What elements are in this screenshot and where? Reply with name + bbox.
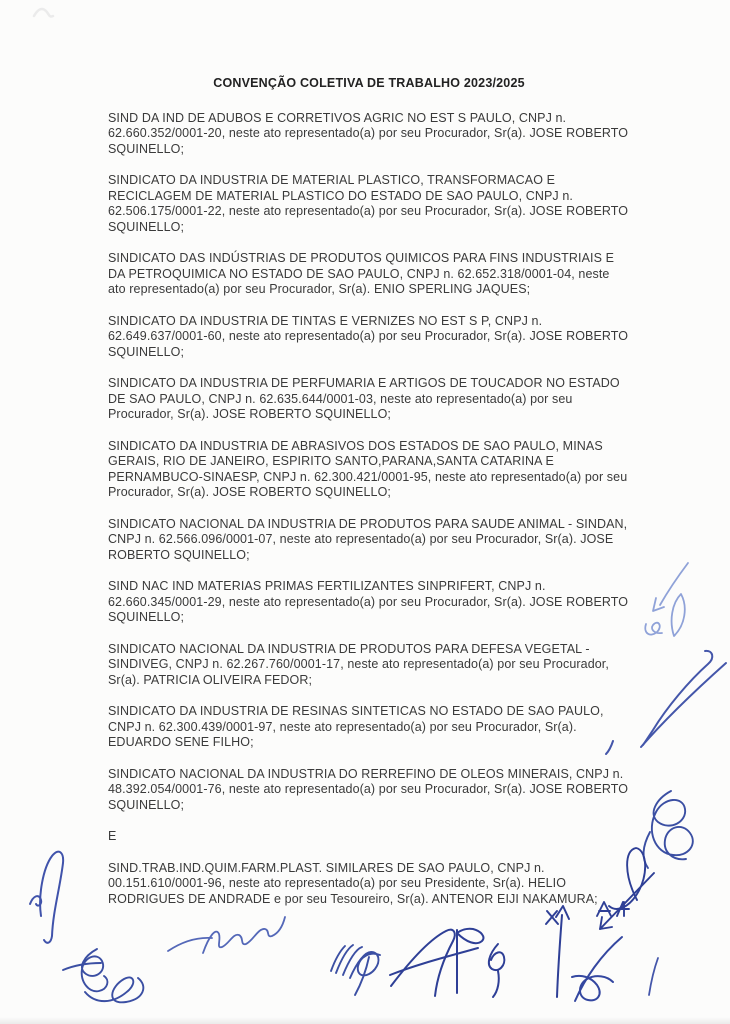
paragraph-perfumaria-toucador: SINDICATO DA INDUSTRIA DE PERFUMARIA E ARTIGOS DE TOUCADOR NO ESTADO DE SAO PAULO, CNPJ n. 62.635.644/0001-03, neste ato representado(a) por seu Procurador, Sr(a). JOSE ROBERTO SQUINELLO; [108,376,620,421]
document-title [108,76,630,92]
paragraph-sind-trabalhadores-quimicos: SIND.TRAB.IND.QUIM.FARM.PLAST. SIMILARES DE SAO PAULO, CNPJ n. 00.151.610/0001-96, neste ato representado(a) por seu Presidente, Sr(a). HELIO RODRIGUES DE ANDRADE e por seu Tesoureiro, Sr(a). ANTENOR EIJI NAKAMURA; [108,860,598,906]
signature-triangle-cross [572,937,622,1001]
paragraph-conjunction-e: E [108,829,117,843]
faint-mark-top-left [34,9,53,17]
document-title-text: CONVENÇÃO COLETIVA DE TRABALHO 2023/2025 [213,76,525,90]
signature-right-1 [645,563,688,636]
paragraph-material-plastico: SINDICATO DA INDUSTRIA DE MATERIAL PLASTICO, TRANSFORMACAO E RECICLAGEM DE MATERIAL PLASTICO DO ESTADO DE SAO PAULO, CNPJ n. 62.506.175/0001-22, neste ato representado(a) por seu Procurador, Sr(a). JOSE ROBERTO SQUINELLO; [108,173,629,234]
paragraph-sind-adubos-corretivos: SIND DA IND DE ADUBOS E CORRETIVOS AGRIC NO EST S PAULO, CNPJ n. 62.660.352/0001-20, neste ato representado(a) por seu Procurador, Sr(a). JOSE ROBERTO SQUINELLO; [108,110,629,156]
paragraph-fertilizantes-sinprifert: SIND NAC IND MATERIAS PRIMAS FERTILIZANTES SINPRIFERT, CNPJ n. 62.660.345/0001-29, neste ato representado(a) por seu Procurador, Sr(a). JOSE ROBERTO SQUINELLO; [108,579,629,624]
signature-zigzag [331,945,380,995]
paragraph-abrasivos-sinaesp: SINDICATO DA INDUSTRIA DE ABRASIVOS DOS ESTADOS DE SAO PAULO, MINAS GERAIS, RIO DE JANEIRO, ESPIRITO SANTO,PARANA,SANTA CATARINA E PERNAMBUCO-SINAESP, CNPJ n. 62.300.421/0001-95, neste ato representado(a) por seu Procurador, Sr(a). JOSE ROBERTO SQUINELLO; [108,438,628,499]
paragraph-rerrefino-oleos-minerais: SINDICATO NACIONAL DA INDUSTRIA DO RERREFINO DE OLEOS MINERAIS, CNPJ n. 48.392.054/0001-76, neste ato representado(a) por seu Procurador, Sr(a). JOSE ROBERTO SQUINELLO; [108,766,629,812]
signature-right-tangle [644,791,693,868]
signature-a-cross [390,929,504,997]
signature-left-tall-loop [30,852,63,943]
paragraph-produtos-quimicos: SINDICATO DAS INDÚSTRIAS DE PRODUTOS QUIMICOS PARA FINS INDUSTRIAIS E DA PETROQUIMICA NO ESTADO DE SAO PAULO, CNPJ n. 62.652.318/0001-04, neste ato representado(a) por seu Procurador, Sr(a). ENIO SPERLING JAQUES; [108,251,615,296]
paragraph-tintas-vernizes: SINDICATO DA INDUSTRIA DE TINTAS E VERNIZES NO EST S P, CNPJ n. 62.649.637/0001-60, neste ato representado(a) por seu Procurador, Sr(a). JOSE ROBERTO SQUINELLO; [108,313,629,359]
text-column [108,76,630,923]
paragraph-resinas-sinteticas: SINDICATO DA INDUSTRIA DE RESINAS SINTETICAS NO ESTADO DE SAO PAULO, CNPJ n. 62.300.439/0001-97, neste ato representado(a) por seu Procurador, Sr(a). EDUARDO SENE FILHO; [108,704,604,749]
paragraph-saude-animal-sindan: SINDICATO NACIONAL DA INDUSTRIA DE PRODUTOS PARA SAUDE ANIMAL - SINDAN, CNPJ n. 62.566.096/0001-07, neste ato representado(a) por seu Procurador, Sr(a). JOSE ROBERTO SQUINELLO; [108,516,628,562]
paragraph-defesa-vegetal-sindiveg: SINDICATO NACIONAL DA INDUSTRIA DE PRODUTOS PARA DEFESA VEGETAL - SINDIVEG, CNPJ n. 62.267.760/0001-17, neste ato representado(a) por seu Procurador, Sr(a). PATRICIA OLIVEIRA FEDOR; [108,641,609,687]
signature-slash [649,958,658,995]
signature-bottom-left [63,949,143,1002]
